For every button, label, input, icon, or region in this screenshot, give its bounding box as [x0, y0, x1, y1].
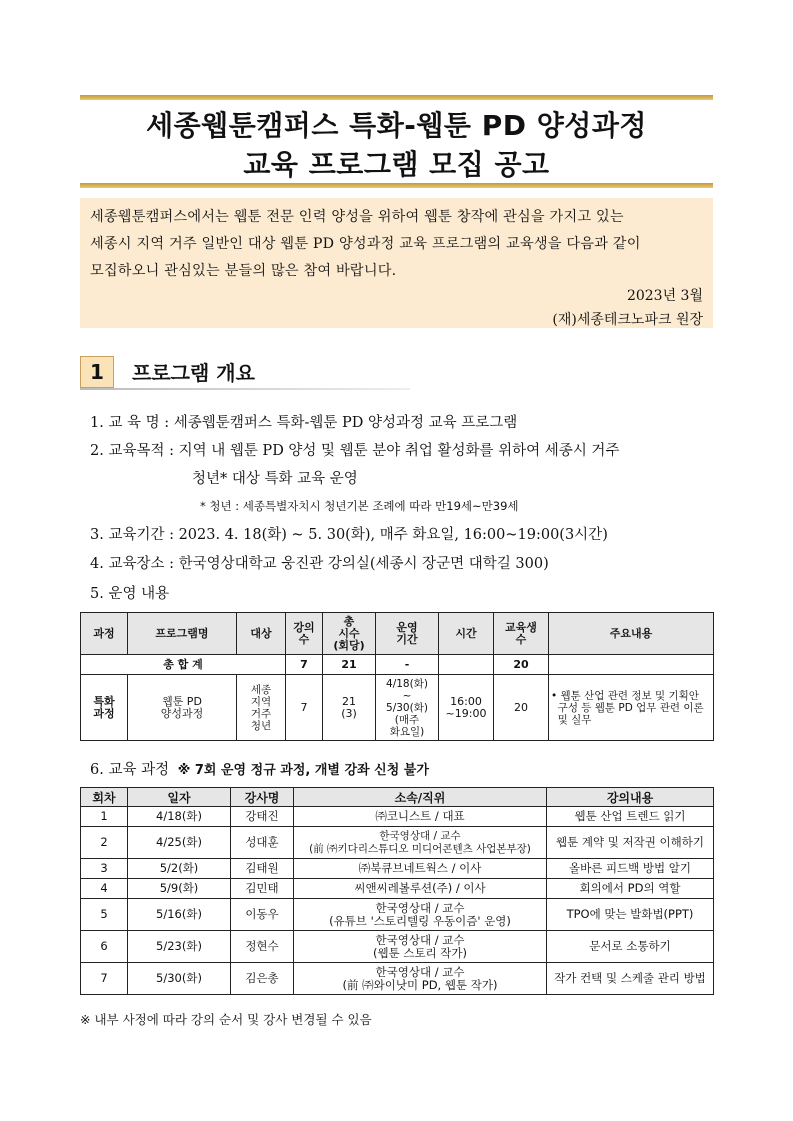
- row-date: 4/25(화): [128, 827, 231, 859]
- item-name: 1. 교 육 명 : 세종웹툰캠퍼스 특화-웹툰 PD 양성과정 교육 프로그램: [90, 415, 518, 431]
- row-instructor: 김은총: [231, 963, 294, 995]
- curriculum-header: [81, 788, 714, 807]
- row-topic: 올바른 피드백 방법 알기: [547, 859, 714, 879]
- th-target: 대상: [237, 613, 286, 655]
- course-period: 4/18(화) ~ 5/30(화) (매주 화요일): [376, 675, 439, 741]
- curriculum-label: [90, 758, 429, 779]
- th-period: 운영 기간: [376, 613, 439, 655]
- course-target: 세종 지역 거주 청년: [237, 675, 286, 741]
- item-period: 3. 교육기간 : 2023. 4. 18(화) ~ 5. 30(화), 매주 화요일, 16:00~19:00(3시간): [90, 527, 608, 543]
- intro-line-2: 세종시 지역 거주 일반인 대상 웹툰 PD 양성과정 교육 프로그램의 교육생을 다음과 같이: [90, 236, 641, 252]
- row-instructor: 김민태: [231, 879, 294, 899]
- total-students: 20: [494, 655, 549, 675]
- item-purpose-note: * 청년 : 세종특별자치시 청년기본 조례에 따라 만19세~만39세: [200, 499, 519, 513]
- th-time: 시간: [439, 613, 494, 655]
- curriculum-note: ※ 7회 운영 정규 과정, 개별 강좌 신청 불가: [177, 763, 429, 778]
- row-no: 1: [81, 807, 128, 827]
- intro-date: 2023년 3월: [626, 288, 703, 304]
- curriculum-table: [80, 787, 714, 995]
- total-hours: 21: [323, 655, 376, 675]
- intro-box: [80, 198, 713, 328]
- row-no: 6: [81, 931, 128, 963]
- th-content: 주요내용: [549, 613, 714, 655]
- row-no: 2: [81, 827, 128, 859]
- row-affiliation: 한국영상대 / 교수 (웹툰 스토리 작가): [294, 931, 547, 963]
- operation-table: [80, 612, 714, 741]
- row-topic: 작가 컨택 및 스케줄 관리 방법: [547, 963, 714, 995]
- th-no: 회차: [81, 788, 128, 807]
- total-row: [81, 655, 714, 675]
- row-no: 4: [81, 879, 128, 899]
- table-row: [81, 859, 714, 879]
- th-instructor: 강사명: [231, 788, 294, 807]
- row-date: 5/23(화): [128, 931, 231, 963]
- row-instructor: 성대훈: [231, 827, 294, 859]
- item-purpose: 2. 교육목적 : 지역 내 웹툰 PD 양성 및 웹툰 분야 취업 활성화를 위하여 세종시 거주: [90, 443, 620, 459]
- row-affiliation: 한국영상대 / 교수 (前 ㈜와이낫미 PD, 웹툰 작가): [294, 963, 547, 995]
- page-title-line1: 세종웹툰캠퍼스 특화-웹툰 PD 양성과정: [146, 109, 647, 142]
- th-affiliation: 소속/직위: [294, 788, 547, 807]
- total-time: [439, 655, 494, 675]
- th-program: 프로그램명: [128, 613, 237, 655]
- row-topic: TPO에 맞는 발화법(PPT): [547, 899, 714, 931]
- operation-table-header: [81, 613, 714, 655]
- title-top-rule: [80, 95, 713, 100]
- row-instructor: 정현수: [231, 931, 294, 963]
- row-instructor: 이동우: [231, 899, 294, 931]
- th-topic: 강의내용: [547, 788, 714, 807]
- row-instructor: 김태원: [231, 859, 294, 879]
- section-number: 1: [80, 356, 114, 388]
- footnote: ※ 내부 사정에 따라 강의 순서 및 강사 변경될 수 있음: [80, 1012, 372, 1027]
- section-underline: [80, 388, 410, 390]
- total-lectures: 7: [286, 655, 323, 675]
- intro-line-3: 모집하오니 관심있는 분들의 많은 참여 바랍니다.: [90, 263, 397, 279]
- total-period: -: [376, 655, 439, 675]
- course-hours: 21 (3): [323, 675, 376, 741]
- course-lectures: 7: [286, 675, 323, 741]
- table-row: [81, 807, 714, 827]
- total-label: 총 합 계: [81, 655, 286, 675]
- course-students: 20: [494, 675, 549, 741]
- row-topic: 문서로 소통하기: [547, 931, 714, 963]
- row-no: 7: [81, 963, 128, 995]
- row-affiliation: ㈜코니스트 / 대표: [294, 807, 547, 827]
- th-hours: 총 시수 (회당): [323, 613, 376, 655]
- th-students: 교육생 수: [494, 613, 549, 655]
- row-date: 5/16(화): [128, 899, 231, 931]
- total-content: [549, 655, 714, 675]
- row-affiliation: 한국영상대 / 교수 (유튜브 '스토리텔링 우동이즘' 운영): [294, 899, 547, 931]
- row-date: 4/18(화): [128, 807, 231, 827]
- th-date: 일자: [128, 788, 231, 807]
- page-title-line2: 교육 프로그램 모집 공고: [243, 148, 550, 181]
- section-title: 프로그램 개요: [132, 361, 255, 385]
- item-content: 5. 운영 내용: [90, 586, 170, 602]
- row-date: 5/30(화): [128, 963, 231, 995]
- row-topic: 회의에서 PD의 역할: [547, 879, 714, 899]
- course-content: • 웹툰 산업 관련 정보 및 기획안 구성 등 웹툰 PD 업무 관련 이론 및 실무: [549, 675, 714, 741]
- row-instructor: 강태진: [231, 807, 294, 827]
- course-type: 특화 과정: [81, 675, 128, 741]
- table-row: [81, 963, 714, 995]
- row-affiliation: 한국영상대 / 교수 (前 ㈜키다리스튜디오 미디어콘텐츠 사업본부장): [294, 827, 547, 859]
- row-no: 3: [81, 859, 128, 879]
- curriculum-title: 6. 교육 과정: [90, 762, 170, 778]
- row-affiliation: 씨앤씨레볼루션(주) / 이사: [294, 879, 547, 899]
- th-course: 과정: [81, 613, 128, 655]
- item-place: 4. 교육장소 : 한국영상대학교 웅진관 강의실(세종시 장군면 대학길 300): [90, 556, 549, 572]
- table-row: [81, 931, 714, 963]
- course-row: [81, 675, 714, 741]
- th-lectures: 강의 수: [286, 613, 323, 655]
- table-row: [81, 899, 714, 931]
- row-topic: 웹툰 산업 트렌드 읽기: [547, 807, 714, 827]
- row-affiliation: ㈜북큐브네트웍스 / 이사: [294, 859, 547, 879]
- course-time: 16:00 ~19:00: [439, 675, 494, 741]
- item-purpose-cont: 청년* 대상 특화 교육 운영: [192, 471, 358, 487]
- row-date: 5/2(화): [128, 859, 231, 879]
- row-no: 5: [81, 899, 128, 931]
- course-program: 웹툰 PD 양성과정: [128, 675, 237, 741]
- intro-line-1: 세종웹툰캠퍼스에서는 웹툰 전문 인력 양성을 위하여 웹툰 창작에 관심을 가지고 있는: [90, 209, 624, 225]
- row-topic: 웹툰 계약 및 저작권 이해하기: [547, 827, 714, 859]
- table-row: [81, 879, 714, 899]
- table-row: [81, 827, 714, 859]
- intro-issuer: (재)세종테크노파크 원장: [552, 312, 703, 328]
- row-date: 5/9(화): [128, 879, 231, 899]
- title-bottom-rule: [80, 183, 713, 188]
